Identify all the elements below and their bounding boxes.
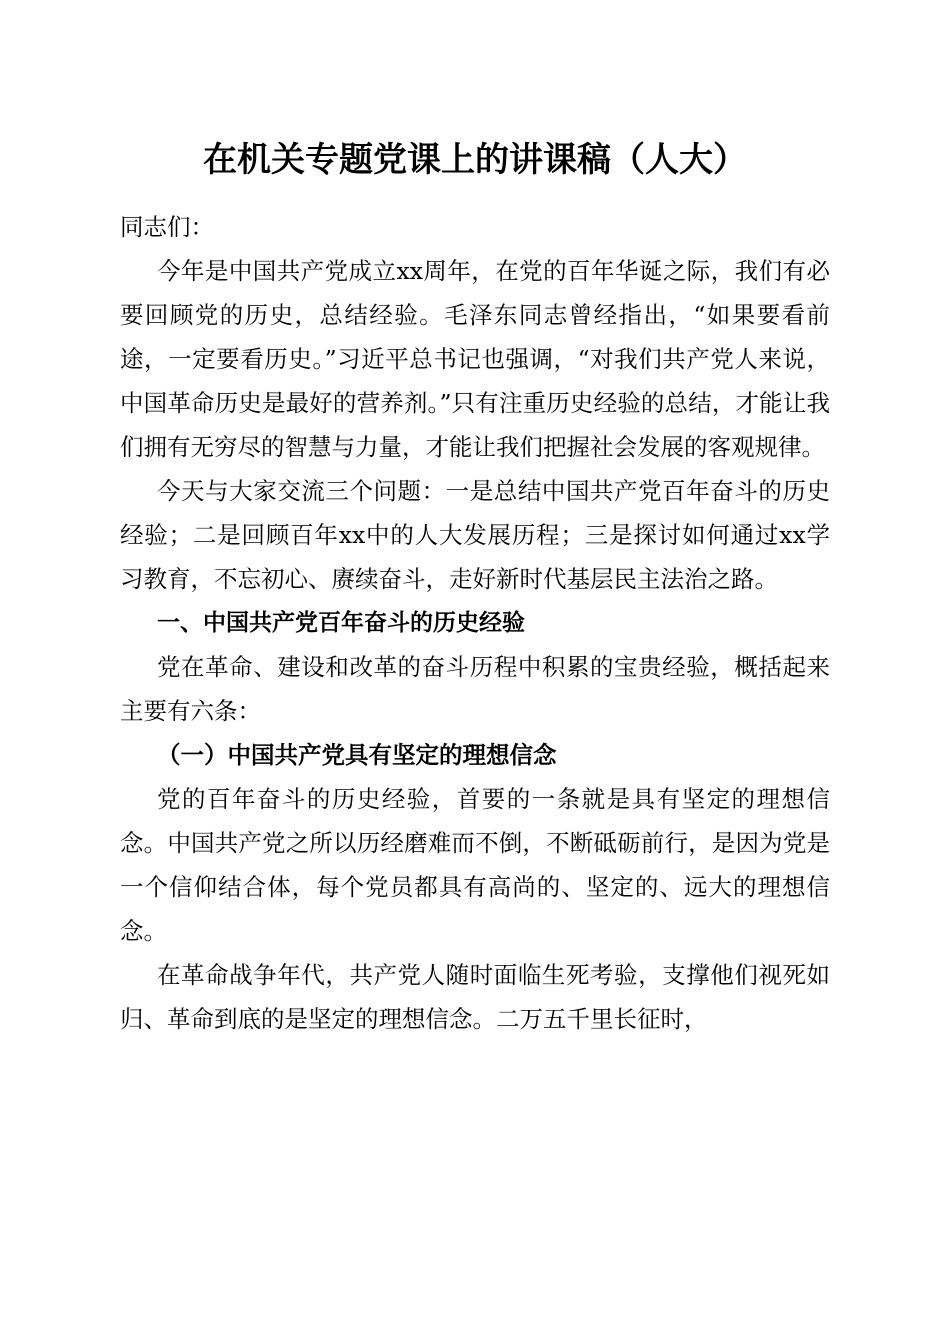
section-heading-1: 一、中国共产党百年奋斗的历史经验 xyxy=(157,610,525,636)
document-title: 在机关专题党课上的讲课稿（人大） xyxy=(203,140,747,180)
paragraph-agenda: 今天与大家交流三个问题：一是总结中国共产党百年奋斗的历史经验；二是回顾百年xx中的人大发展历程；三是探讨如何通过xx学习教育，不忘初心、赓续奋斗，走好新时代基层民主法治之路。 xyxy=(120,477,830,593)
salutation: 同志们： xyxy=(120,213,214,241)
document-body xyxy=(120,205,830,1041)
subsection-1-paragraph-2: 在革命战争年代，共产党人随时面临生死考验，支撑他们视死如归、革命到底的是坚定的理想信念。二万五千里长征时， xyxy=(120,961,830,1033)
paragraph-opening: 今年是中国共产党成立xx周年，在党的百年华诞之际，我们有必要回顾党的历史，总结经验。毛泽东同志曾经指出，“如果要看前途，一定要看历史。”习近平总书记也强调，“对我们共产党人来说，中国革命历史是最好的营养剂。”只有注重历史经验的总结，才能让我们拥有无穷尽的智慧与力量，才能让我们把握社会发展的客观规律。 xyxy=(120,257,830,461)
section-1-intro: 党在革命、建设和改革的奋斗历程中积累的宝贵经验，概括起来主要有六条： xyxy=(120,653,830,725)
subsection-1-paragraph-1: 党的百年奋斗的历史经验，首要的一条就是具有坚定的理想信念。中国共产党之所以历经磨难而不倒，不断砥砺前行，是因为党是一个信仰结合体，每个党员都具有高尚的、坚定的、远大的理想信念。 xyxy=(120,785,830,945)
subsection-heading-1: （一）中国共产党具有坚定的理想信念 xyxy=(157,741,557,769)
